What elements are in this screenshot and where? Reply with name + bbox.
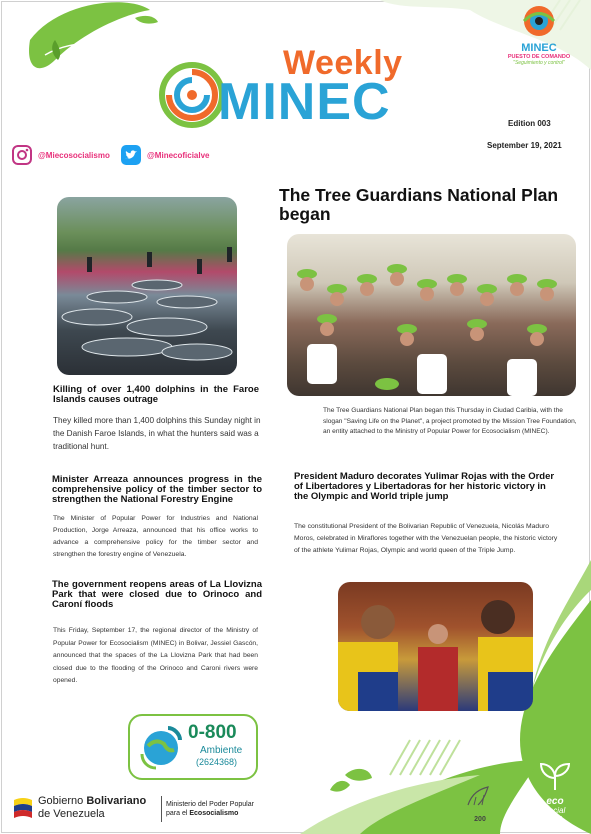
dolphins-photo bbox=[57, 197, 237, 375]
maduro-body: The constitutional President of the Bolivarian Republic of Venezuela, Nicolás Maduro Moros, celebrated in Miraflores together with the Venezuelan people, the historic victory of the athlete Yulimar Rojas, Olympic and world queen of the Triple Jump. bbox=[294, 523, 558, 554]
dolphins-headline: Killing of over 1,400 dolphins in the Faroe Islands causes outrage bbox=[53, 384, 259, 405]
footer-ministry-bold: Ecosocialismo bbox=[189, 810, 239, 817]
bicentennial-number: 200 bbox=[474, 816, 486, 823]
title-minec: MINEC bbox=[218, 73, 391, 131]
minec-swirl-logo bbox=[157, 60, 227, 130]
bicentennial-horse-icon bbox=[462, 783, 498, 811]
minec-command-logo bbox=[497, 4, 581, 74]
eco-line1: eco bbox=[546, 796, 564, 807]
edition-label: Edition 003 bbox=[508, 119, 551, 128]
ecosocialismo-logo bbox=[527, 762, 583, 828]
eye-globe-icon bbox=[519, 4, 559, 38]
park-headline: The government reopens areas of La Llovizna Park that were closed due to Orinoco and Caroní floods bbox=[52, 579, 262, 610]
maduro-rojas-photo bbox=[338, 582, 533, 711]
footer-ministry-prefix: para el bbox=[166, 810, 188, 817]
maduro-headline: President Maduro decorates Yulimar Rojas with the Order of Libertadores y Libertadoras for her historic victory in the Olympic and World triple jump bbox=[294, 471, 555, 502]
bicentennial-logo bbox=[462, 783, 498, 823]
eco-line3: ismo bbox=[547, 815, 563, 822]
sprout-icon bbox=[535, 762, 575, 792]
instagram-handle-group[interactable] bbox=[12, 145, 110, 165]
main-headline: The Tree Guardians National Plan began bbox=[279, 185, 559, 224]
forestry-headline: Minister Arreaza announces progress in the comprehensive policy of the timber sector to strengthen the National Forestry Engine bbox=[52, 474, 262, 505]
twitter-handle-group[interactable] bbox=[121, 145, 210, 165]
main-body: The Tree Guardians National Plan began this Thursday in Ciudad Caribia, with the slogan "Saving Life on the Planet", a project promoted by the Mission Tree Foundation, an entity attached to the Ministry of Popular Power for Ecosocialism (MINEC). bbox=[323, 407, 577, 435]
hotline-label: Ambiente bbox=[200, 745, 243, 756]
tree-guardians-photo bbox=[287, 234, 576, 396]
footer-divider bbox=[161, 796, 162, 822]
eco-line2: social bbox=[544, 806, 566, 815]
leaf-top-left bbox=[29, 2, 150, 68]
twitter-handle: @Minecoficialve bbox=[147, 150, 210, 160]
forestry-body: The Minister of Popular Power for Industries and National Production, Jorge Arreaza, announced that his office works to advance a comprehensive policy for the timber sector and strengthen the forestry engine of Venezuela. bbox=[53, 515, 258, 558]
hotline-number: 0-800 bbox=[188, 722, 237, 743]
issue-date: September 19, 2021 bbox=[487, 141, 562, 150]
footer-ministry-line1: Ministerio del Poder Popular bbox=[166, 801, 254, 808]
logo-tagline: "Seguimiento y control" bbox=[513, 60, 565, 66]
venezuela-flag-icon bbox=[12, 796, 34, 820]
instagram-icon bbox=[12, 145, 32, 165]
logo-name: MINEC bbox=[521, 42, 557, 54]
ministry-logo bbox=[166, 800, 254, 818]
twitter-icon bbox=[121, 145, 141, 165]
phone-globe-icon bbox=[138, 724, 184, 770]
gobierno-bolivariano-logo bbox=[12, 792, 162, 824]
hotline-badge[interactable] bbox=[128, 714, 258, 780]
park-body: This Friday, September 17, the regional director of the Ministry of Popular Power for Ecosocialism (MINEC) in Bolivar, Jessiel Gascón, announced that the spaces of the La Llovizna Park that had been closed due to the flooding of the Orinoco and Caroni rivers were opened. bbox=[53, 627, 258, 684]
logo-subtitle: PUESTO DE COMANDO bbox=[507, 54, 571, 60]
footer-gov-line1: Gobierno bbox=[38, 795, 84, 807]
dolphins-body: They killed more than 1,400 dolphins this Sunday night in the Danish Faroe Islands, in what the hunters said was a traditional hunt. bbox=[53, 416, 261, 451]
footer-gov-line2: de Venezuela bbox=[38, 808, 105, 820]
footer-gov-bold: Bolivariano bbox=[86, 795, 147, 807]
hotline-digits: (2624368) bbox=[196, 757, 238, 767]
title-weekly: Weekly bbox=[283, 44, 403, 82]
instagram-handle: @Miecosocialismo bbox=[38, 150, 110, 160]
